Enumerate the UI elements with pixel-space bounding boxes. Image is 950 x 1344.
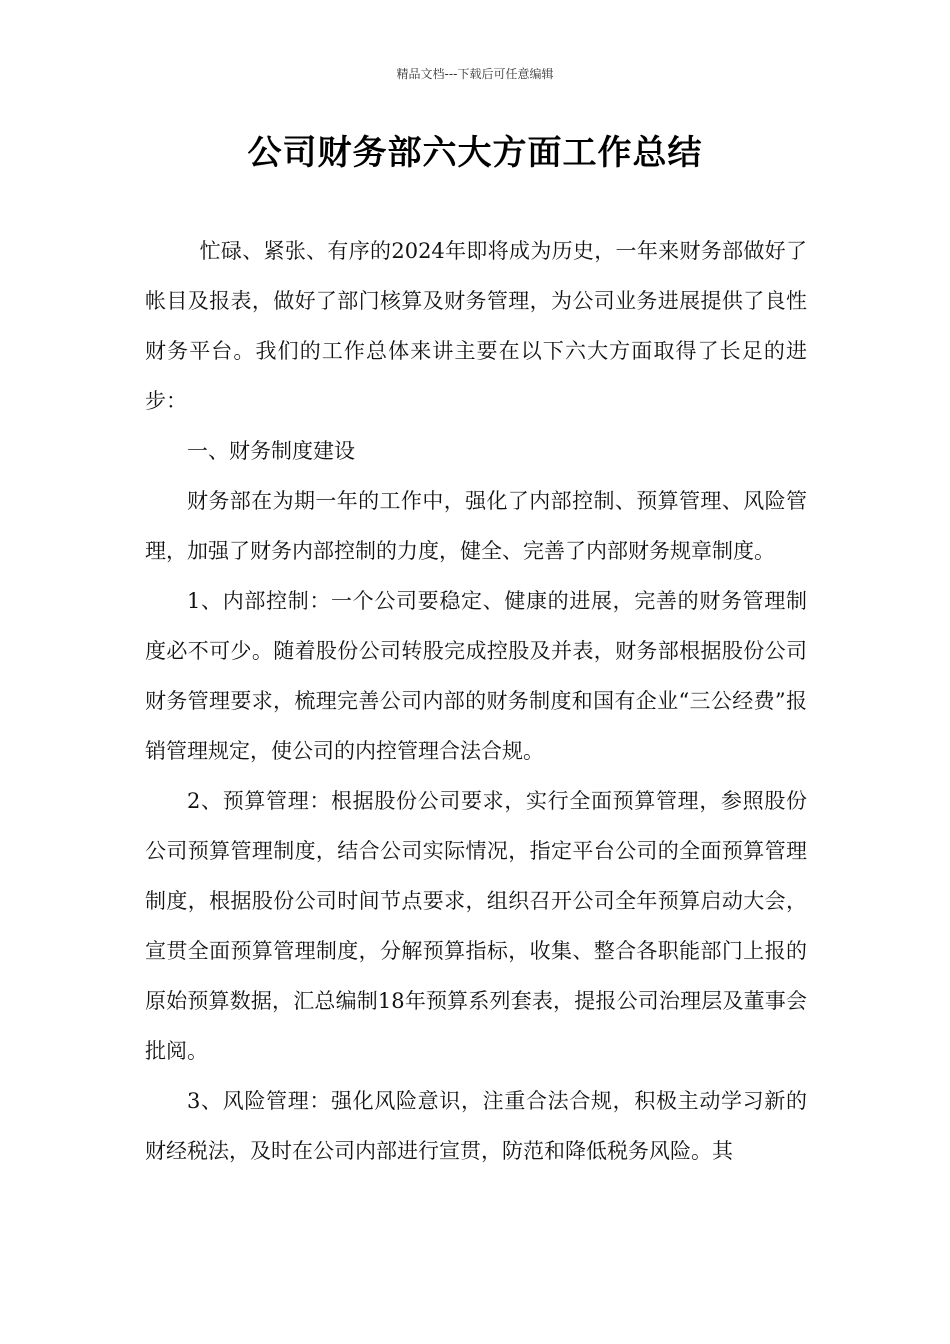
section-heading-financial-system: 一、财务制度建设 <box>187 439 355 463</box>
paragraph-internal-control: 1、内部控制：一个公司要稳定、健康的进展，完善的财务管理制度必不可少。随着股份公司转股完成控股及并表，财务部根据股份公司财务管理要求，梳理完善公司内部的财务制度和国有企业“三公经费”报销管理规定，使公司的内控管理合法合规。 <box>145 589 807 763</box>
paragraph-financial-system: 财务部在为期一年的工作中，强化了内部控制、预算管理、风险管理，加强了财务内部控制的力度，健全、完善了内部财务规章制度。 <box>145 489 807 563</box>
document-body <box>145 226 807 1176</box>
document-title: 公司财务部六大方面工作总结 <box>247 133 703 173</box>
paragraph-budget-management: 2、预算管理：根据股份公司要求，实行全面预算管理，参照股份公司预算管理制度，结合公司实际情况，指定平台公司的全面预算管理制度，根据股份公司时间节点要求，组织召开公司全年预算启动大会，宣贯全面预算管理制度，分解预算指标，收集、整合各职能部门上报的原始预算数据，汇总编制18年预算系列套表，提报公司治理层及董事会批阅。 <box>145 789 807 1063</box>
paragraph-intro: 忙碌、紧张、有序的2024年即将成为历史，一年来财务部做好了帐目及报表，做好了部门核算及财务管理，为公司业务进展提供了良性财务平台。我们的工作总体来讲主要在以下六大方面取得了长足的进步： <box>145 239 807 413</box>
header-note: 精品文档---下载后可任意编辑 <box>396 67 554 81</box>
paragraph-risk-management: 3、风险管理：强化风险意识，注重合法合规，积极主动学习新的财经税法，及时在公司内部进行宣贯，防范和降低税务风险。其 <box>145 1089 807 1163</box>
